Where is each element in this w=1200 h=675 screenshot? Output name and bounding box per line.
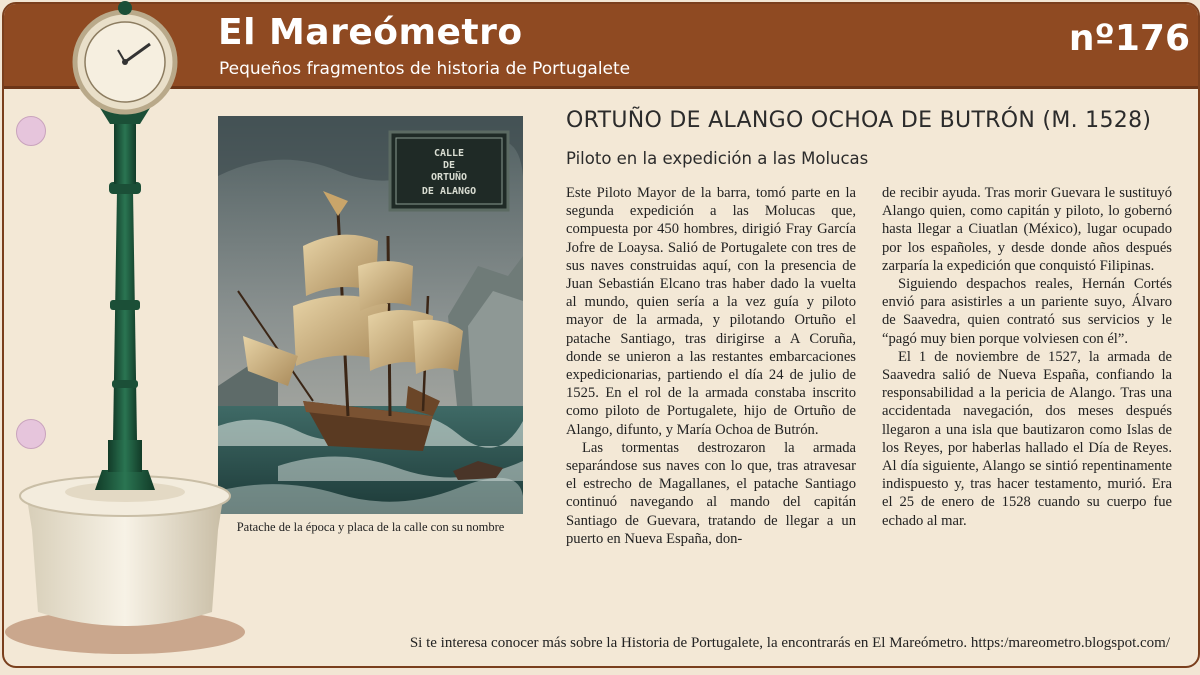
plaque-line-4: DE ALANGO xyxy=(421,186,477,197)
article-column-2 xyxy=(882,184,1172,530)
newsletter-subtitle: Pequeños fragmentos de historia de Portugalete xyxy=(219,59,631,79)
ship-illustration xyxy=(218,116,523,514)
paragraph: Siguiendo despachos reales, Hernán Cortés envió para asistirles a un pariente suyo, Álvaro de Saavedra, quien contrató sus servicios y le “pagó muy bien porque volviesen con él”. xyxy=(882,276,1172,347)
plaque-line-3: ORTUÑO xyxy=(430,172,468,183)
paragraph: El 1 de noviembre de 1527, la armada de Saavedra salió de Nueva España, confiando la responsabilidad a la pericia de Alango. Tras una accidentada navegación, dos meses después llegaron a una isla que bautizaron como Islas de los Reyes, por haberlas hallado el Día de Reyes. Al día siguiente, Alango se sintió repentinamente indispuesto y, tras hacer testamento, murió. Era el 25 de enero de 1528 cuando su cuerpo fue echado al mar. xyxy=(882,348,1172,529)
issue-number: nº176 xyxy=(1068,18,1190,59)
footer-note: Si te interesa conocer más sobre la Historia de Portugalete, la encontrarás en El Mareómetro. https:/mareometro.blogspot.com/ xyxy=(409,635,1170,651)
tide-clock-post-illustration xyxy=(0,0,260,670)
paragraph: Este Piloto Mayor de la barra, tomó parte en la segunda expedición a las Molucas que, compuesta por 450 hombres, dirigió Fray García Jofre de Loaysa. Salió de Portugalete con tres de sus naves construidas aquí, con la presencia de Juan Sebastián Elcano tras haber dado la vuelta al mundo, quien sería a la vez guía y piloto mayor de la armada, y pilotando Ortuño el patache Santiago, tras dirigirse a A Coruña, donde se unieron a las restantes embarcaciones expedicionarias, partiendo el día 24 de julio de 1525. En el rol de la armada constaba inscrito como piloto de Portugalete, hijo de Ortuño de Alango, difunto, y María Ochoa de Butrón. xyxy=(566,185,856,438)
newsletter-title: El Mareómetro xyxy=(218,12,523,53)
article-headline: ORTUÑO DE ALANGO OCHOA DE BUTRÓN (M. 1528) xyxy=(566,108,1152,133)
plaque-line-1: CALLE xyxy=(433,148,465,159)
image-caption: Patache de la época y placa de la calle con su nombre xyxy=(236,520,505,534)
paragraph: Las tormentas destrozaron la armada separándose sus naves con lo que, tras atravesar el estrecho de Magallanes, el patache Santiago continuó navegando al mando del capitán Santiago de Guevara, tratando de llegar a un puerto en Nueva España, don- xyxy=(566,439,856,547)
paragraph: de recibir ayuda. Tras morir Guevara le sustituyó Alango quien, como capitán y piloto, lo gobernó hasta llegar a Ciuatlan (México), lugar ocupado por los españoles, y desde donde años después zarparía la expedición que conquistó Filipinas. xyxy=(882,185,1172,274)
article-deck: Piloto en la expedición a las Molucas xyxy=(566,149,869,168)
plaque-line-2: DE xyxy=(442,160,456,171)
article-column-1 xyxy=(566,184,856,548)
